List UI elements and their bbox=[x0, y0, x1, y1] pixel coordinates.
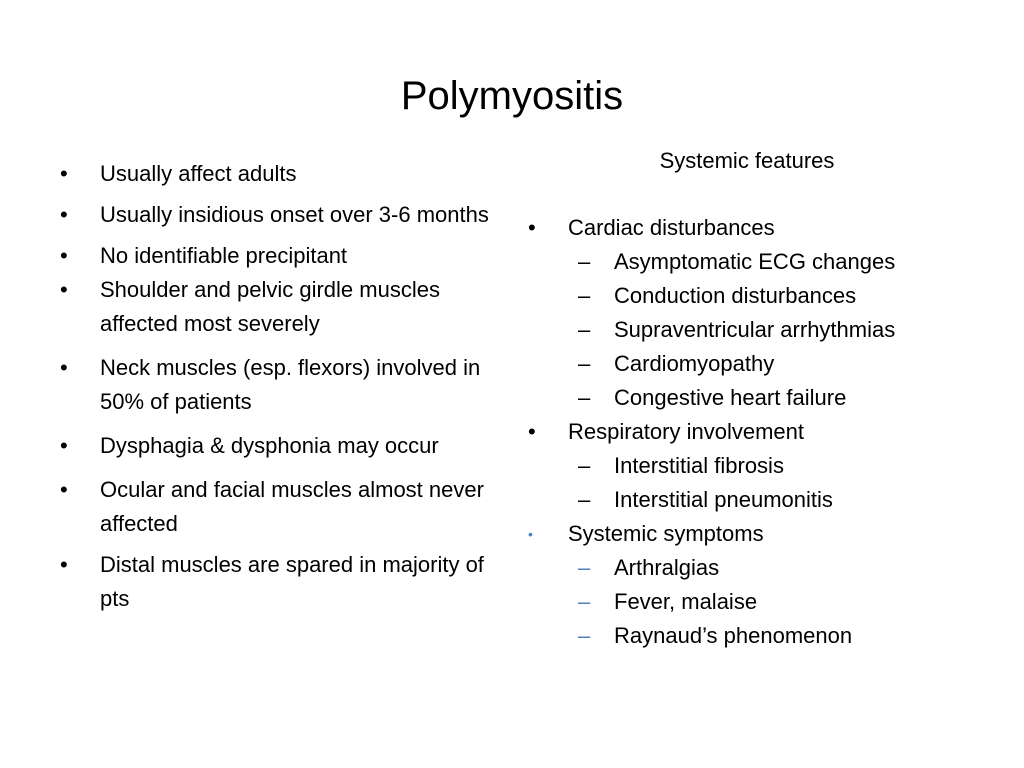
list-item bbox=[60, 548, 490, 616]
dash-icon: – bbox=[578, 351, 591, 376]
sub-item-text: Supraventricular arrhythmias bbox=[614, 317, 896, 342]
dash-icon: – bbox=[578, 487, 591, 512]
bullet-text: Usually affect adults bbox=[100, 161, 297, 186]
sub-list-item bbox=[528, 313, 978, 347]
bullet-text: Systemic symptoms bbox=[568, 521, 764, 546]
dash-icon: – bbox=[578, 623, 591, 648]
bullet-icon: • bbox=[60, 202, 68, 227]
systemic-features-list bbox=[528, 145, 978, 653]
sub-list-item bbox=[528, 585, 978, 619]
bullet-icon: • bbox=[528, 526, 533, 542]
sub-list-item bbox=[528, 483, 978, 517]
bullet-text: Respiratory involvement bbox=[568, 419, 804, 444]
bullet-icon: • bbox=[60, 477, 68, 502]
sub-item-text: Congestive heart failure bbox=[614, 385, 847, 410]
sub-item-text: Fever, malaise bbox=[614, 589, 758, 614]
bullet-icon: • bbox=[60, 277, 68, 302]
bullet-text: Dysphagia & dysphonia may occur bbox=[100, 433, 439, 458]
bullet-text: No identifiable precipitant bbox=[100, 243, 348, 268]
sub-list-item bbox=[528, 449, 978, 483]
slide-title: Polymyositis bbox=[400, 74, 624, 118]
bullet-icon: • bbox=[60, 552, 68, 577]
sub-item-text: Arthralgias bbox=[614, 555, 720, 580]
bullet-text: Shoulder and pelvic girdle muscles affected most severely bbox=[100, 277, 440, 336]
list-item bbox=[60, 473, 490, 541]
list-item bbox=[528, 517, 978, 551]
bullet-text: Ocular and facial muscles almost never affected bbox=[100, 477, 484, 536]
dash-icon: – bbox=[578, 589, 591, 614]
list-item bbox=[528, 211, 978, 245]
list-item bbox=[60, 239, 490, 273]
bullet-text: Usually insidious onset over 3-6 months bbox=[100, 202, 489, 227]
bullet-text: Neck muscles (esp. flexors) involved in 50% of patients bbox=[100, 355, 481, 414]
list-item bbox=[60, 273, 490, 341]
sub-list-item bbox=[528, 619, 978, 653]
sub-list-item bbox=[528, 381, 978, 415]
bullet-icon: • bbox=[528, 419, 536, 444]
list-item bbox=[60, 429, 490, 463]
bullet-icon: • bbox=[60, 355, 68, 380]
dash-icon: – bbox=[578, 453, 591, 478]
sub-list-item bbox=[528, 347, 978, 381]
list-item bbox=[60, 198, 490, 232]
sub-list-item bbox=[528, 551, 978, 585]
sub-item-text: Asymptomatic ECG changes bbox=[614, 249, 896, 274]
bullet-icon: • bbox=[528, 215, 536, 240]
bullet-text: Distal muscles are spared in majority of pts bbox=[100, 552, 484, 611]
dash-icon: – bbox=[578, 317, 591, 342]
left-bullet-list bbox=[60, 150, 490, 616]
section-heading: Systemic features bbox=[659, 148, 835, 173]
list-item bbox=[60, 351, 490, 419]
dash-icon: – bbox=[578, 555, 591, 580]
bullet-icon: • bbox=[60, 161, 68, 186]
bullet-text: Cardiac disturbances bbox=[568, 215, 775, 240]
sub-item-text: Interstitial pneumonitis bbox=[614, 487, 833, 512]
sub-item-text: Conduction disturbances bbox=[614, 283, 857, 308]
sub-item-text: Raynaud’s phenomenon bbox=[614, 623, 853, 648]
sub-list-item bbox=[528, 245, 978, 279]
bullet-icon: • bbox=[60, 243, 68, 268]
dash-icon: – bbox=[578, 283, 591, 308]
bullet-icon: • bbox=[60, 433, 68, 458]
sub-list-item bbox=[528, 279, 978, 313]
dash-icon: – bbox=[578, 249, 591, 274]
list-item bbox=[528, 415, 978, 449]
spacer bbox=[528, 177, 978, 211]
list-item bbox=[60, 157, 490, 191]
dash-icon: – bbox=[578, 385, 591, 410]
sub-item-text: Cardiomyopathy bbox=[614, 351, 775, 376]
sub-item-text: Interstitial fibrosis bbox=[614, 453, 784, 478]
